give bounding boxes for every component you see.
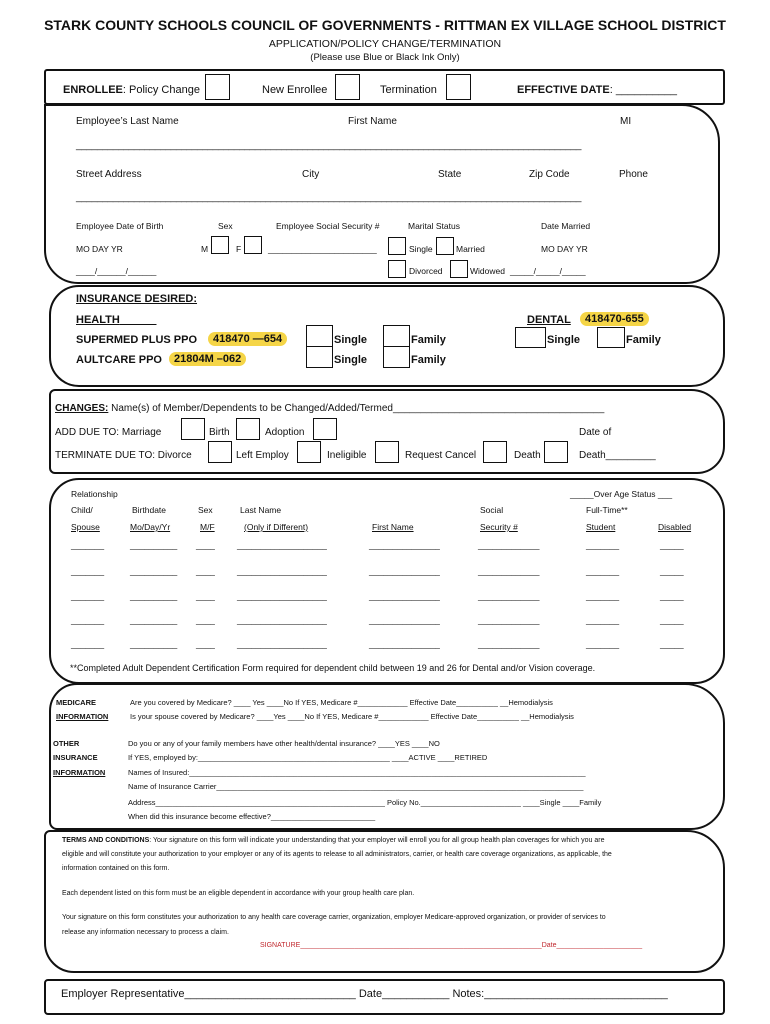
- effective-date-group: [517, 84, 677, 96]
- single-label: Single: [409, 244, 433, 254]
- divorced-checkbox[interactable]: [388, 260, 406, 278]
- other-q3[interactable]: Names of Insured:_______________________________________________________________________________________________: [128, 768, 586, 777]
- dental-family-label: Family: [626, 334, 661, 346]
- changes-line: [55, 403, 604, 414]
- sex-label: Sex: [218, 221, 233, 231]
- street-label: Street Address: [76, 169, 142, 180]
- female-label: F: [236, 244, 242, 254]
- dependent-sex-field[interactable]: ____: [196, 566, 215, 576]
- dependent-sex-field[interactable]: ____: [196, 615, 215, 625]
- terms-auth1: Your signature on this form constitutes your authorization to any health care coverage carrier, organization, employer Medicare-approved organization, or provider of services to: [62, 914, 606, 921]
- form-subtitle: APPLICATION/POLICY CHANGE/TERMINATION: [268, 38, 502, 50]
- dependent-relationship-field[interactable]: _______: [71, 591, 105, 601]
- medicare-q1[interactable]: Are you covered by Medicare? ____ Yes ____No If YES, Medicare #____________ Effective Date__________ __Hemodialysis: [130, 698, 553, 707]
- termination-label: Termination: [380, 84, 437, 96]
- dependent-ssn-field[interactable]: _____________: [478, 566, 540, 576]
- dependent-birthdate-field[interactable]: __________: [130, 639, 178, 649]
- supermed-label: SUPERMED PLUS PPO: [76, 334, 198, 346]
- request-cancel-label: Request Cancel: [405, 450, 477, 461]
- left-employ-checkbox[interactable]: [297, 441, 321, 463]
- dependent-student-field[interactable]: _______: [586, 591, 620, 601]
- ink-note: (Please use Blue or Black Ink Only): [310, 52, 460, 63]
- date-married-field[interactable]: _____/_____/_____: [510, 266, 586, 276]
- ssn-col-label: Security #: [480, 522, 518, 532]
- dependent-ssn-field[interactable]: _____________: [478, 591, 540, 601]
- supermed-family-label: Family: [411, 334, 446, 346]
- date-of-death-field[interactable]: Death_________: [579, 450, 656, 461]
- dependent-student-field[interactable]: _______: [586, 540, 620, 550]
- last-name-label: Employee’s Last Name: [76, 116, 179, 127]
- dependent-ssn-field[interactable]: _____________: [478, 639, 540, 649]
- dependent-disabled-field[interactable]: _____: [660, 615, 684, 625]
- aultcare-family-label: Family: [411, 354, 446, 366]
- dependent-first-name-field[interactable]: _______________: [369, 566, 440, 576]
- aultcare-code: 21804M –062: [169, 352, 246, 366]
- other-insurance-label: INSURANCE: [53, 753, 98, 762]
- changes-label: CHANGES:: [55, 403, 109, 414]
- dependent-ssn-field[interactable]: _____________: [478, 540, 540, 550]
- dental-single-checkbox[interactable]: [515, 327, 546, 348]
- child-label: Child/: [71, 505, 93, 515]
- termination-checkbox[interactable]: [446, 74, 471, 100]
- marriage-checkbox[interactable]: [181, 418, 205, 440]
- married-checkbox[interactable]: [436, 237, 454, 255]
- supermed-family-checkbox[interactable]: [383, 325, 410, 347]
- new-enrollee-checkbox[interactable]: [335, 74, 360, 100]
- over-age-label: _____Over Age Status ___: [570, 489, 673, 499]
- terms-line3: information contained on this form.: [62, 865, 170, 872]
- ssn-field[interactable]: _______________________: [268, 244, 377, 254]
- birthdate-label: Birthdate: [132, 505, 167, 515]
- dependent-sex-field[interactable]: ____: [196, 540, 215, 550]
- dependent-first-name-field[interactable]: _______________: [369, 615, 440, 625]
- dental-single-label: Single: [547, 334, 581, 346]
- zip-label: Zip Code: [529, 169, 570, 180]
- health-label: HEALTH: [76, 314, 120, 326]
- terminate-label: TERMINATE DUE TO: Divorce: [55, 450, 192, 461]
- terms-label: TERMS AND CONDITIONS: [62, 837, 150, 844]
- other-label: OTHER: [53, 739, 80, 748]
- male-label: M: [201, 244, 209, 254]
- address-line[interactable]: ________________________________________________________________________________________________: [76, 192, 582, 203]
- medicare-label: MEDICARE: [56, 698, 97, 707]
- dependent-student-field[interactable]: _______: [586, 615, 620, 625]
- adoption-label: Adoption: [265, 427, 305, 438]
- dental-family-checkbox[interactable]: [597, 327, 625, 348]
- other-q1[interactable]: Do you or any of your family members have other health/dental insurance? ____YES ____NO: [128, 739, 440, 748]
- policy-change-checkbox[interactable]: [205, 74, 230, 100]
- date-married-label: Date Married: [541, 221, 591, 231]
- dependent-last-name-field[interactable]: ___________________: [237, 540, 327, 550]
- dependent-birthdate-field[interactable]: __________: [130, 566, 178, 576]
- mi-label: MI: [620, 116, 632, 127]
- dependent-relationship-field[interactable]: _______: [71, 540, 105, 550]
- add-due-label: ADD DUE TO: Marriage: [55, 427, 162, 438]
- dob-field[interactable]: ____/______/______: [76, 266, 157, 276]
- dependent-disabled-field[interactable]: _____: [660, 566, 684, 576]
- effective-date-field[interactable]: : __________: [609, 84, 677, 96]
- fulltime-label: Full-Time**: [586, 505, 628, 515]
- other-q5[interactable]: Address_______________________________________________________ Policy No.________________________ ____Single ____Family: [128, 798, 602, 807]
- terms-dependent: Each dependent listed on this form must be an eligible dependent in accordance with your group health care plan.: [62, 890, 415, 897]
- aultcare-label: AULTCARE PPO: [76, 354, 162, 366]
- aultcare-family-checkbox[interactable]: [383, 346, 410, 368]
- spouse-label: Spouse: [71, 522, 100, 532]
- student-label: Student: [586, 522, 616, 532]
- dependent-birthdate-field[interactable]: __________: [130, 591, 178, 601]
- medicare-q2[interactable]: Is your spouse covered by Medicare? ____Yes ____No If YES, Medicare #____________ Effective Date__________ __Hemodialysis: [130, 712, 574, 721]
- ineligible-checkbox[interactable]: [375, 441, 399, 463]
- divorce-checkbox[interactable]: [208, 441, 232, 463]
- date-of-label: Date of: [579, 427, 612, 438]
- insurance-title: INSURANCE DESIRED:: [76, 293, 198, 305]
- supermed-code: 418470 —654: [208, 332, 287, 346]
- dep-last-name-label: Last Name: [240, 505, 282, 515]
- dependent-sex-field[interactable]: ____: [196, 591, 215, 601]
- dep-sex-label: Sex: [198, 505, 213, 515]
- dob-label: Employee Date of Birth: [76, 221, 164, 231]
- left-employ-label: Left Employ: [236, 450, 289, 461]
- enrollee-label-group: [63, 84, 200, 96]
- widowed-label: Widowed: [470, 266, 505, 276]
- aultcare-single-checkbox[interactable]: [306, 346, 333, 368]
- first-name-label: First Name: [348, 116, 397, 127]
- dependent-relationship-field[interactable]: _______: [71, 566, 105, 576]
- ineligible-label: Ineligible: [327, 450, 367, 461]
- divorced-label: Divorced: [409, 266, 443, 276]
- social-label: Social: [480, 505, 504, 515]
- terms-line1: TERMS AND CONDITIONS: Your signature on this form will indicate your understanding that your employer will enroll you for all group health plan coverages for which you are: [62, 837, 605, 844]
- dependent-student-field[interactable]: _______: [586, 639, 620, 649]
- dependent-last-name-field[interactable]: ___________________: [237, 566, 327, 576]
- dependent-note: **Completed Adult Dependent Certification Form required for dependent child between 19 and 26 for Dental and/or Vision coverage.: [70, 663, 596, 673]
- single-checkbox[interactable]: [388, 237, 406, 255]
- disabled-label: Disabled: [658, 522, 692, 532]
- form-title: STARK COUNTY SCHOOLS COUNCIL OF GOVERNMENTS - RITTMAN EX VILLAGE SCHOOL DISTRICT: [44, 17, 726, 33]
- aultcare-single-label: Single: [334, 354, 368, 366]
- mo-day-yr-label: Mo/Day/Yr: [130, 522, 171, 532]
- dependent-last-name-field[interactable]: ___________________: [237, 639, 327, 649]
- dependent-sex-field[interactable]: ____: [196, 639, 215, 649]
- other-info-label: INFORMATION: [53, 768, 106, 777]
- male-checkbox[interactable]: [211, 236, 229, 254]
- marital-label: Marital Status: [408, 221, 460, 231]
- terms-auth2: release any information necessary to process a claim.: [62, 929, 229, 936]
- dependent-first-name-field[interactable]: _______________: [369, 591, 440, 601]
- dependent-disabled-field[interactable]: _____: [660, 639, 684, 649]
- other-q6[interactable]: When did this insurance become effective?_________________________: [128, 812, 376, 821]
- dependent-relationship-field[interactable]: _______: [71, 639, 105, 649]
- policy-change-label: : Policy Change: [122, 84, 200, 96]
- dependent-student-field[interactable]: _______: [586, 566, 620, 576]
- married-format: MO DAY YR: [541, 244, 588, 254]
- dependent-relationship-field[interactable]: _______: [71, 615, 105, 625]
- dependent-disabled-field[interactable]: _____: [660, 591, 684, 601]
- dental-label: DENTAL: [527, 314, 571, 326]
- phone-label: Phone: [619, 169, 648, 180]
- dependent-last-name-field[interactable]: ___________________: [237, 591, 327, 601]
- supermed-single-label: Single: [334, 334, 368, 346]
- new-enrollee-label: New Enrollee: [262, 84, 328, 96]
- ssn-label: Employee Social Security #: [276, 221, 380, 231]
- effective-date-label: EFFECTIVE DATE: [517, 84, 610, 96]
- female-checkbox[interactable]: [244, 236, 262, 254]
- terms-line2: eligible and will constitute your authorization to your employer or any of its agents to release to all administrators, carrier, or health care coverage organizations, as applicable, the: [62, 851, 612, 858]
- dental-code: 418470-655: [580, 312, 649, 326]
- employer-rep-line[interactable]: Employer Representative____________________________ Date___________ Notes:______________________________: [61, 988, 668, 1000]
- dependent-birthdate-field[interactable]: __________: [130, 615, 178, 625]
- dob-format: MO DAY YR: [76, 244, 123, 254]
- widowed-checkbox[interactable]: [450, 260, 468, 278]
- other-q4[interactable]: Name of Insurance Carrier________________________________________________________________________________________: [128, 782, 584, 791]
- dep-first-name-label: First Name: [372, 522, 414, 532]
- state-label: State: [438, 169, 462, 180]
- dependent-first-name-field[interactable]: _______________: [369, 540, 440, 550]
- only-if-label: (Only if Different): [244, 522, 309, 532]
- dependent-last-name-field[interactable]: ___________________: [237, 615, 327, 625]
- request-cancel-checkbox[interactable]: [483, 441, 507, 463]
- supermed-single-checkbox[interactable]: [306, 325, 333, 347]
- medicare-info-label: INFORMATION: [56, 712, 109, 721]
- adoption-checkbox[interactable]: [313, 418, 337, 440]
- name-line[interactable]: ________________________________________________________________________________________________: [76, 140, 582, 151]
- dependent-first-name-field[interactable]: _______________: [369, 639, 440, 649]
- other-q2[interactable]: If YES, employed by:______________________________________________ ____ACTIVE ____RETIRED: [128, 753, 488, 762]
- birth-label: Birth: [209, 427, 230, 438]
- enrollee-label: ENROLLEE: [63, 84, 123, 96]
- dependent-ssn-field[interactable]: _____________: [478, 615, 540, 625]
- death-label: Death: [514, 450, 541, 461]
- relationship-label: Relationship: [71, 489, 118, 499]
- dependent-birthdate-field[interactable]: __________: [130, 540, 178, 550]
- changes-field[interactable]: Name(s) of Member/Dependents to be Changed/Added/Termed______________________________________: [108, 403, 605, 414]
- dependent-disabled-field[interactable]: _____: [660, 540, 684, 550]
- married-label: Married: [456, 244, 485, 254]
- city-label: City: [302, 169, 320, 180]
- mf-label: M/F: [200, 522, 215, 532]
- signature-line[interactable]: SIGNATURE______________________________________________________________Date______________________: [260, 942, 643, 949]
- death-checkbox[interactable]: [544, 441, 568, 463]
- birth-checkbox[interactable]: [236, 418, 260, 440]
